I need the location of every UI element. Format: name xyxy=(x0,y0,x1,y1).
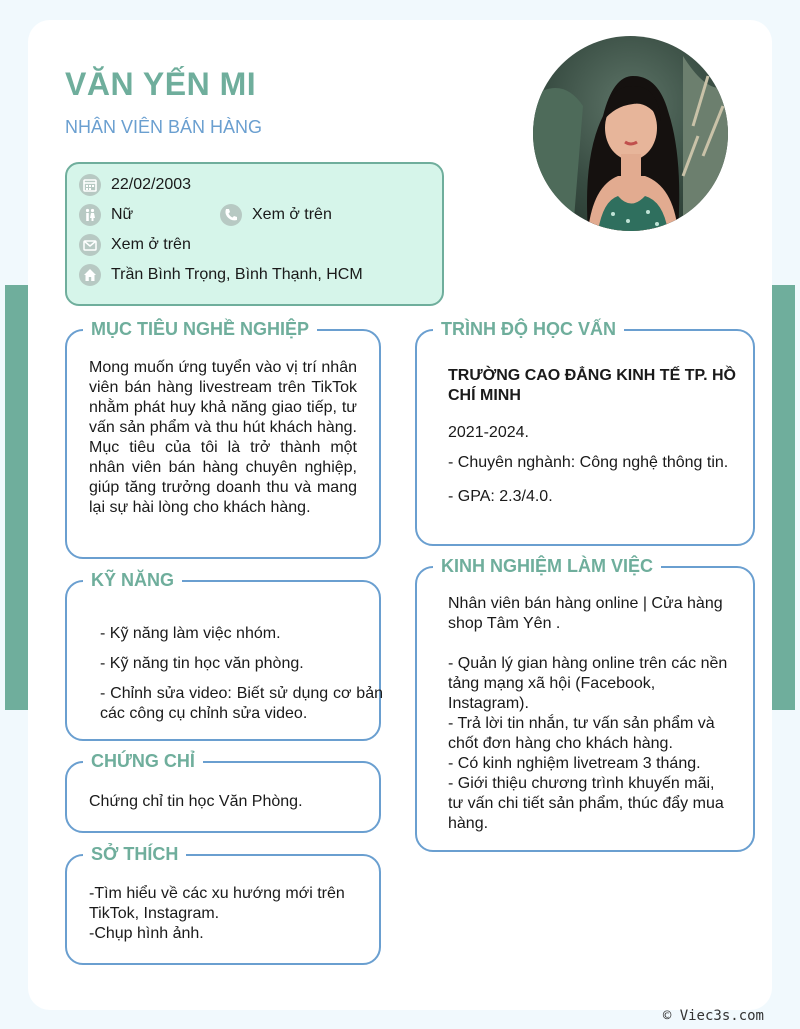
gender-value: Nữ xyxy=(111,206,134,223)
education-title: TRÌNH ĐỘ HỌC VẤN xyxy=(433,317,624,341)
experience-item: - Giới thiệu chương trình khuyến mãi, tư vấn chi tiết sản phẩm, thúc đẩy mua hàng. xyxy=(448,775,724,832)
skills-list xyxy=(100,624,383,724)
left-accent-band xyxy=(5,285,30,710)
hobbies-section xyxy=(65,844,381,965)
contact-phone xyxy=(220,204,332,226)
experience-item: - Có kinh nghiệm livetream 3 tháng. xyxy=(448,755,701,772)
experience-item: - Trả lời tin nhắn, tư vấn sản phẩm và chốt đơn hàng cho khách hàng. xyxy=(448,715,715,752)
certificates-title: CHỨNG CHỈ xyxy=(83,749,203,773)
email-value: Xem ở trên xyxy=(111,236,191,253)
education-school: TRƯỜNG CAO ĐẲNG KINH TẾ TP. HỒ CHÍ MINH xyxy=(448,367,736,404)
home-icon xyxy=(79,264,101,286)
experience-position: Nhân viên bán hàng online | Cửa hàng shop Tâm Yên . xyxy=(448,595,723,632)
objective-title: MỤC TIÊU NGHỀ NGHIỆP xyxy=(83,317,317,341)
education-gpa: - GPA: 2.3/4.0. xyxy=(448,488,553,505)
education-section xyxy=(415,319,755,546)
right-accent-band xyxy=(770,285,795,710)
profile-photo-illustration xyxy=(533,36,728,231)
experience-item: - Quản lý gian hàng online trên các nền tảng mạng xã hội (Facebook, Instagram). xyxy=(448,655,728,712)
experience-body xyxy=(448,594,728,834)
candidate-name: VĂN YẾN MI xyxy=(65,66,257,102)
experience-section xyxy=(415,556,755,852)
contact-box xyxy=(65,162,444,306)
education-years: 2021-2024. xyxy=(448,424,529,441)
birthday-value: 22/02/2003 xyxy=(111,176,192,193)
education-major: - Chuyên nghành: Công nghệ thông tin. xyxy=(448,454,729,471)
contact-birthday xyxy=(79,174,191,196)
hobby-item: -Chụp hình ảnh. xyxy=(89,925,204,942)
skills-section xyxy=(65,570,383,741)
certificates-text: Chứng chỉ tin học Văn Phòng. xyxy=(89,793,303,810)
contact-email xyxy=(79,234,191,256)
job-title: NHÂN VIÊN BÁN HÀNG xyxy=(65,117,263,137)
hobbies-list xyxy=(89,884,365,944)
contact-address xyxy=(79,264,363,286)
skill-item: - Kỹ năng tin học văn phòng. xyxy=(100,655,304,672)
education-body xyxy=(448,366,736,507)
experience-title: KINH NGHIỆM LÀM VIỆC xyxy=(433,554,661,578)
skills-title: KỸ NĂNG xyxy=(83,568,182,592)
gender-icon xyxy=(79,204,101,226)
email-icon xyxy=(79,234,101,256)
objective-section xyxy=(65,319,381,559)
address-value: Trần Bình Trọng, Bình Thạnh, HCM xyxy=(111,266,363,283)
contact-gender xyxy=(79,204,133,226)
objective-text: Mong muốn ứng tuyển vào vị trí nhân viên bán hàng livestream trên TikTok nhằm phát huy khả năng giao tiếp, tư vấn sản phẩm và thu hút khách hàng. Mục tiêu của tôi là trở thành một nhân viên bán hàng chuyên nghiệp, giúp tăng trưởng doanh thu và mang lại sự hài lòng cho khách hàng. xyxy=(89,359,357,516)
phone-icon xyxy=(220,204,242,226)
hobbies-title: SỞ THÍCH xyxy=(83,842,186,866)
phone-value: Xem ở trên xyxy=(252,206,332,223)
skill-item: - Chỉnh sửa video: Biết sử dụng cơ bản các công cụ chỉnh sửa video. xyxy=(100,685,383,722)
skill-item: - Kỹ năng làm việc nhóm. xyxy=(100,625,281,642)
profile-photo xyxy=(533,36,728,231)
footer-copyright: © Viec3s.com xyxy=(662,1008,764,1024)
calendar-icon xyxy=(79,174,101,196)
hobby-item: -Tìm hiểu về các xu hướng mới trên TikTok, Instagram. xyxy=(89,885,345,922)
certificates-section xyxy=(65,751,381,833)
